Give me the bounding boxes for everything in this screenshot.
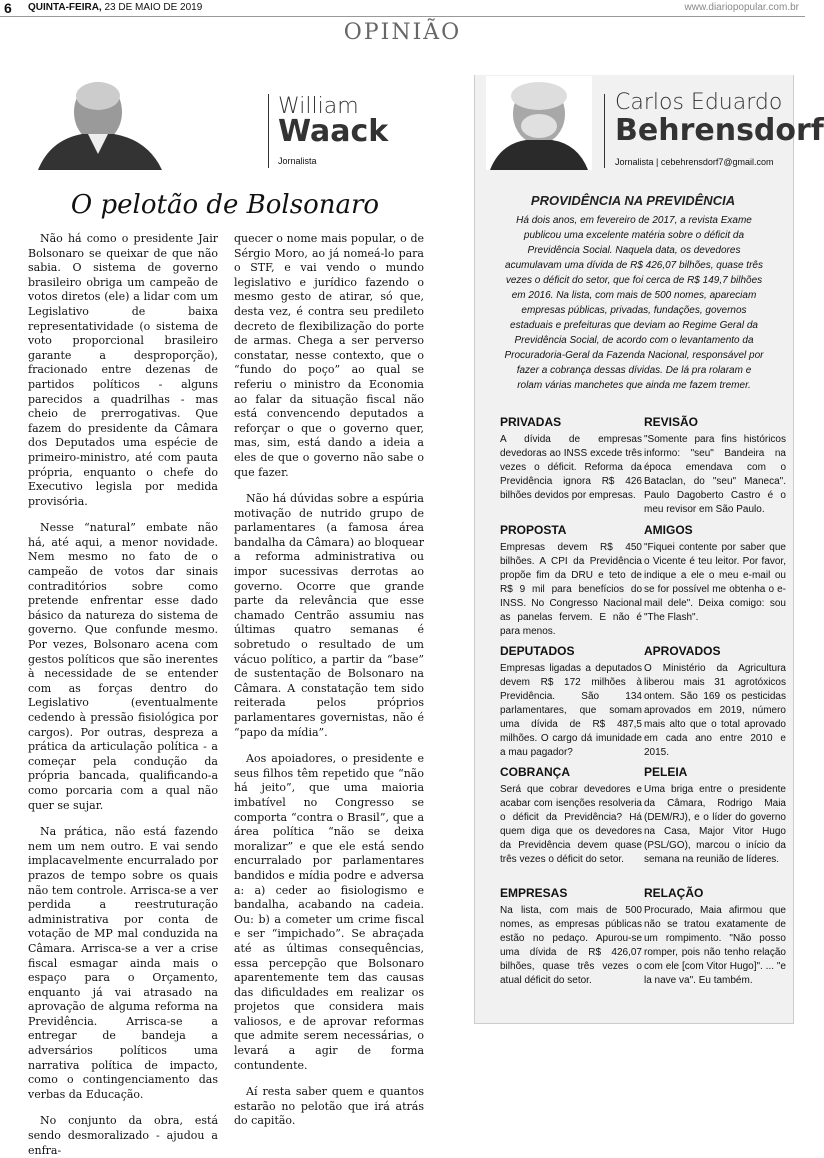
- note-heading: PROPOSTA: [500, 523, 567, 537]
- note-text: Empresas devem R$ 450 bilhões. A CPI da Previdência propõe fim da DRU e teto de R$ 9 mil para benefícios do INSS. No Congresso Nacional as panelas fervem. E não é para menos.: [500, 542, 642, 637]
- paragraph: Não há dúvidas sobre a espúria motivação de nutrido grupo de parlamentares (a famosa área bandalha da Câmara) ao bloquear a reforma administrativa ou impor sucessivas derrotas ao governo. Ocorre que grande parte da relevância que esse chamado Centrão assumiu nas últimas quatro semanas é sobretudo o resultado de um vácuo político, a partir da “base” de sustentação de Bolsonaro na Câmara. A constatação tem sido reiterada pelos próprios parlamentares governistas, não é “papo da mídia”.: [234, 492, 424, 739]
- author-photo-left: [30, 74, 170, 170]
- note-aprovados: [644, 644, 786, 760]
- page-number: 6: [4, 0, 12, 16]
- column-title: PROVIDÊNCIA NA PREVIDÊNCIA: [530, 193, 736, 208]
- paragraph: Aí resta saber quem e quantos estarão no pelotão que irá atrás do capitão.: [234, 1085, 424, 1128]
- author-last-name: Waack: [278, 114, 389, 149]
- note-amigos: [644, 523, 786, 625]
- note-text: "Fiquei contente por saber que o Vicente é teu leitor. Por favor, indique a ele o meu e-mail ou se for possível me obtenha o e-mail dele". Deixa comigo: sou "The Flash".: [644, 542, 786, 623]
- author-role: Jornalista | cebehrensdorf7@gmail.com: [615, 157, 774, 167]
- divider: [268, 94, 269, 168]
- paragraph: Nesse “natural” embate não há, até aqui, a menor novidade. Nem mesmo no fato de o campeão de votos dar sinais contraditórios sobre como pretende enfrentar esse dado básico da natureza do sistema de governo. Que confunde mesmo. Por vezes, Bolsonaro acena com gestos políticos que são inerentes à necessidade de se entender com as forças dentro do Legislativo (eventualmente cedendo à pressão fisiológica por cargos). Por outras, despreza a prática da articulação política - a começar pela condução da própria bancada, qualificando-a como porcaria com a qual não quer se sujar.: [28, 521, 218, 812]
- note-privadas: [500, 415, 642, 503]
- paragraph: quecer o nome mais popular, o de Sérgio Moro, ao já nomeá-lo para o STF, e vai vendo o mundo legislativo e jurídico fazendo o mesmo gesto de atirar, só que, desta vez, é contra seu predileto decreto de flexibilização do porte de armas. Chega a ser perverso constatar, nesse contexto, que o “fundo do poço” ao qual se referiu o ministro da Economia ao falar da situação fiscal não está convencendo deputados a reforçar o que o governo quer, mas, sim, está dando a ideia a eles de que o governo não sabe o que fazer.: [234, 232, 424, 479]
- note-heading: PELEIA: [644, 765, 688, 779]
- note-text: "Somente para fins históricos informo: "seu" Bandeira na época emendava com o Bataclan, do "seu" Maneca". Paulo Dagoberto Castro é o meu revisor em São Paulo.: [644, 434, 786, 515]
- date: 23 DE MAIO DE 2019: [104, 2, 203, 13]
- note-heading: PRIVADAS: [500, 415, 562, 429]
- note-heading: EMPRESAS: [500, 886, 568, 900]
- note-cobranca: [500, 765, 642, 867]
- note-heading: COBRANÇA: [500, 765, 570, 779]
- paragraph: No conjunto da obra, está sendo desmoralizado - ajudou a enfra-: [28, 1114, 218, 1157]
- note-text: Procurado, Maia afirmou que não se tratou exatamente de um rompimento. "Não posso romper, pois não tenho relação com ele [com Vitor Hugo]". ... "e la nave va". Eu também.: [644, 905, 786, 986]
- note-empresas: [500, 886, 642, 988]
- section-title: OPINIÃO: [343, 20, 462, 45]
- note-text: A dívida de empresas devedoras ao INSS excede três vezes o déficit. Reforma da Previdência ignora R$ 426 bilhões devidos por empresas.: [500, 434, 642, 501]
- site-url[interactable]: www.diariopopular.com.br: [684, 2, 799, 13]
- note-heading: DEPUTADOS: [500, 644, 575, 658]
- author-photo-right: [486, 76, 592, 170]
- note-heading: RELAÇÃO: [644, 886, 704, 900]
- note-text: Uma briga entre o presidente da Câmara, Rodrigo Maia (DEM/RJ), e o líder do governo na Casa, Major Vitor Hugo (PSL/GO), marcou o início da semana na reunião de líderes.: [644, 784, 786, 865]
- note-revisao: [644, 415, 786, 517]
- column-intro: Há dois anos, em fevereiro de 2017, a revista Exame publicou uma excelente matéria sobre o déficit da Previdência Social. Naquela data, os devedores acumulavam uma dívida de R$ 426,07 bilhões, quase três vezes o déficit do setor, que foi cerca de R$ 149,7 bilhões em 2016. Na lista, com mais de 500 nomes, apareciam empresas públicas, privadas, fundações, governos estaduais e prefeituras que deviam ao Regime Geral da Previdência Social, de acordo com o levantamento da Procuradoria-Geral da Fazenda Nacional, responsável por fazer a cobrança dessas dívidas. De lá pra rolaram e rolam várias manchetes que ainda me fazem tremer.: [504, 215, 764, 391]
- article-column-2: [234, 232, 424, 1128]
- article-column-1: [28, 232, 218, 1157]
- note-heading: AMIGOS: [644, 523, 693, 537]
- dateline: [28, 2, 202, 13]
- weekday: QUINTA-FEIRA,: [28, 2, 102, 13]
- note-proposta: [500, 523, 642, 639]
- note-deputados: [500, 644, 642, 760]
- note-peleia: [644, 765, 786, 867]
- divider: [604, 94, 605, 168]
- note-text: Empresas ligadas a deputados devem R$ 172 milhões à Previdência. São 134 parlamentares, que somam uma dívida de R$ 487,5 milhões. O cargo dá imunidade a mau pagador?: [500, 663, 642, 758]
- author-first-name: Carlos Eduardo: [615, 90, 783, 115]
- author-first-name: William: [278, 94, 359, 119]
- author-role: Jornalista: [278, 156, 317, 166]
- note-text: Na lista, com mais de 500 nomes, as empresas públicas estão no pedaço. Apurou-se uma dívida de R$ 426,07 bilhões, quase três vezes o atual déficit do setor.: [500, 905, 642, 986]
- note-text: Será que cobrar devedores e acabar com isenções resolveria o déficit da Previdência? Há quem diga que os devedores da Previdência devem quase três vezes o déficit do setor.: [500, 784, 642, 865]
- note-heading: APROVADOS: [644, 644, 721, 658]
- page-header: [0, 0, 805, 17]
- paragraph: Aos apoiadores, o presidente e seus filhos têm repetido que “não há jeito”, que uma maioria imbatível no Congresso se comporta “contra o Brasil”, que a área política “não se deixa moralizar” e que ele está sendo encurralado por parlamentares bandidos e mídia podre e adversa a: a) ceder ao fisiologismo e bandalha, acabando na cadeia. Ou: b) a cometer um crime fiscal e ser “impichado”. Se abraçada até as últimas consequências, essa percepção que Bolsonaro aparentemente tem das causas das dificuldades em realizar os projetos que considera mais valiosos, e de aprovar reformas que admite serem necessárias, o levará a agir de forma contundente.: [234, 752, 424, 1072]
- paragraph: Não há como o presidente Jair Bolsonaro se queixar de que não sabia. O sistema de governo brasileiro obriga um campeão de votos diretos (ele) a lidar com um Legislativo de baixa representatividade (o sistema de voto proporcional brasileiro garante a desproporção), fracionado entre dezenas de partidos políticos - alguns parecidos a quadrilhas - mas cheio de prerrogativas. Que fazem do presidente da Câmara dos Deputados uma espécie de primeiro-ministro, até com pauta própria, enquanto o chefe do Executivo legisla por medida provisória.: [28, 232, 218, 508]
- note-heading: REVISÃO: [644, 415, 699, 429]
- author-last-name: Behrensdorf: [615, 113, 824, 148]
- note-text: O Ministério da Agricultura liberou mais 31 agrotóxicos ontem. São 169 os pesticidas aprovados em 2019, número mais alto que o total aprovado em cada ano entre 2010 e 2015.: [644, 663, 786, 758]
- article-title: O pelotão de Bolsonaro: [70, 190, 380, 220]
- note-relacao: [644, 886, 786, 988]
- paragraph: Na prática, não está fazendo nem um nem outro. E vai sendo implacavelmente encurralado por prazos de tempo sobre os quais não tem controle. Arrisca-se a ver perdida a reestruturação administrativa por conta de votação de MP mal conduzida na Câmara. Arrisca-se a ver a crise fiscal esmagar ainda mais o espaço para o Orçamento, enquanto já vai atrasado na aprovação de alguma reforma na Previdência. Arrisca-se a entregar de bandeja a adversários políticos uma narrativa política de impacto, como o contingenciamento das verbas da Educação.: [28, 825, 218, 1101]
